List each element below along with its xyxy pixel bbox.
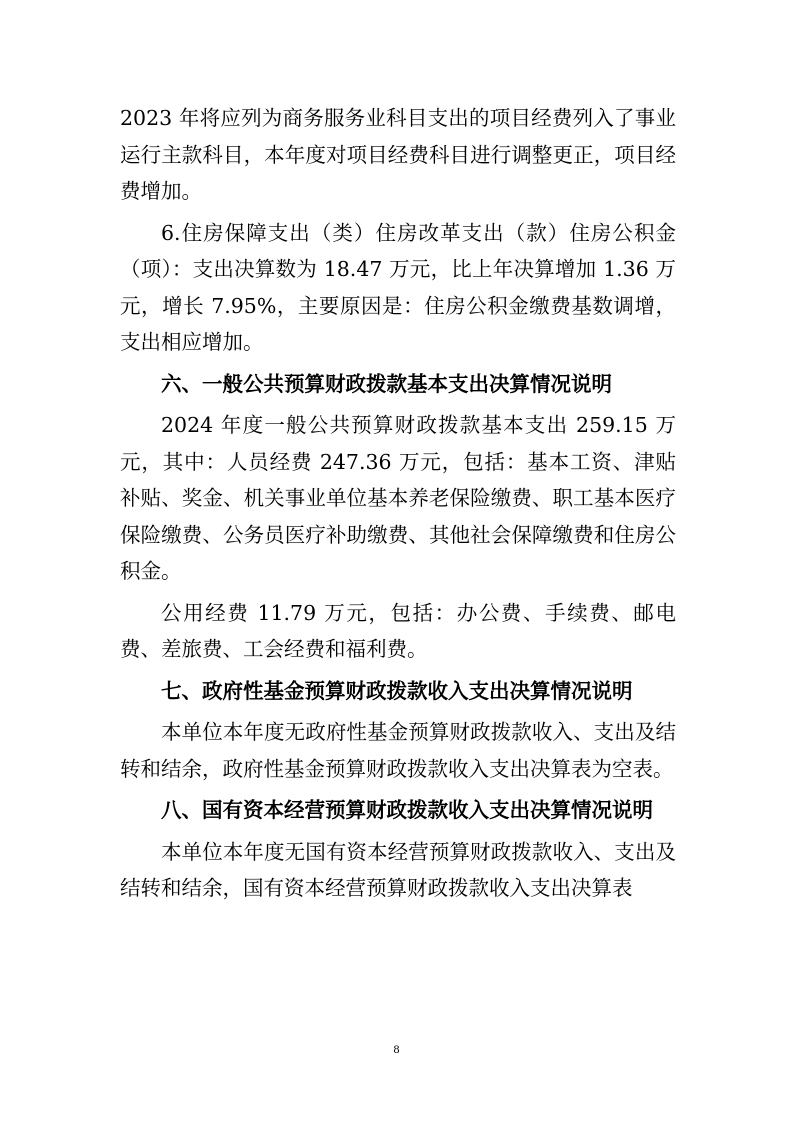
page-number: 8 (393, 1042, 400, 1056)
section-heading-government-fund: 七、政府性基金预算财政拨款收入支出决算情况说明 (161, 678, 633, 703)
paragraph-public-funds: 公用经费 11.79 万元，包括：办公费、手续费、邮电费、差旅费、工会经费和福利费。 (120, 600, 676, 661)
section-heading-state-capital: 八、国有资本经营预算财政拨款收入支出决算情况说明 (161, 798, 653, 822)
paragraph-housing-fund: 6.住房保障支出（类）住房改革支出（款）住房公积金（项）：支出决算数为 18.47 万元，比上年决算增加 1.36 万元，增长 7.95%，主要原因是：住房公积金缴费基数调增，支出相应增加。 (120, 220, 676, 354)
paragraph-government-fund: 本单位本年度无政府性基金预算财政拨款收入、支出及结转和结余，政府性基金预算财政拨款收入支出决算表为空表。 (120, 720, 676, 781)
page-body (120, 100, 676, 907)
paragraph-basic-expenditure: 2024 年度一般公共预算财政拨款基本支出 259.15 万元，其中：人员经费 247.36 万元，包括：基本工资、津贴补贴、奖金、机关事业单位基本养老保险缴费、职工基本医疗保险缴费、公务员医疗补助缴费、其他社会保障缴费和住房公积金。 (120, 413, 676, 583)
section-heading-basic-expenditure: 六、一般公共预算财政拨款基本支出决算情况说明 (161, 371, 612, 396)
paragraph-project-fund-adjustment: 2023 年将应列为商务服务业科目支出的项目经费列入了事业运行主款科目，本年度对项目经费科目进行调整更正，项目经费增加。 (120, 106, 676, 203)
paragraph-state-capital: 本单位本年度无国有资本经营预算财政拨款收入、支出及结转和结余，国有资本经营预算财政拨款收入支出决算表 (120, 839, 676, 900)
